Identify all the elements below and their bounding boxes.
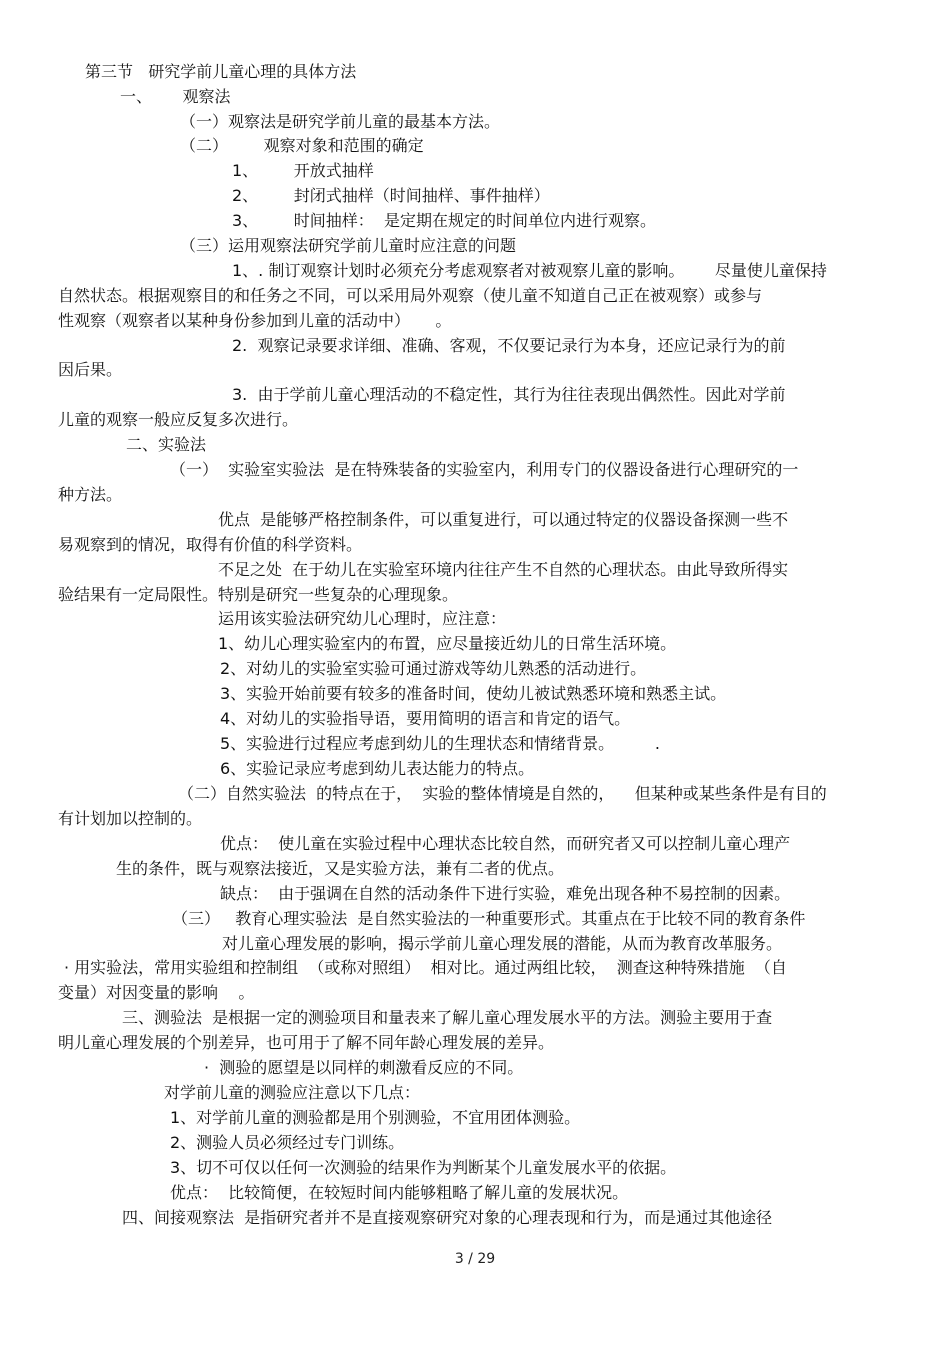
heading-experiment: 二、实验法 — [126, 435, 207, 454]
list-item: 2、测验人员必须经过专门训练。 — [170, 1133, 405, 1152]
paragraph-line: 3. 由于学前儿童心理活动的不稳定性，其行为往往表现出偶然性。因此对学前 — [232, 385, 786, 404]
paragraph-line: 因后果。 — [58, 360, 123, 379]
paragraph-line: 有计划加以控制的。 — [58, 809, 203, 828]
section-title: 第三节 研究学前儿童心理的具体方法 — [85, 62, 357, 81]
list-item: 2、对幼儿的实验室实验可通过游戏等幼儿熟悉的活动进行。 — [220, 659, 647, 678]
subheading: （三）运用观察法研究学前儿童时应注意的问题 — [180, 236, 517, 255]
list-item: 5、实验进行过程应考虑到幼儿的生理状态和情绪背景。 . — [220, 734, 660, 753]
list-item: 3、实验开始前要有较多的准备时间，使幼儿被试熟悉环境和熟悉主试。 — [220, 684, 727, 703]
subheading: （二） 观察对象和范围的确定 — [180, 136, 424, 155]
bullet-line: · 用实验法，常用实验组和控制组 （或称对照组） 相对比。通过两组比较， 测查这种特殊措施 （自 — [64, 958, 787, 977]
paragraph-line: 优点： 比较简便，在较短时间内能够粗略了解儿童的发展状况。 — [170, 1183, 629, 1202]
paragraph-line: 不足之处 在于幼儿在实验室环境内往往产生不自然的心理状态。由此导致所得实 — [218, 560, 789, 579]
paragraph-line: 优点 是能够严格控制条件，可以重复进行，可以通过特定的仪器设备探测一些不 — [218, 510, 789, 529]
list-item: 3、切不可仅以任何一次测验的结果作为判断某个儿童发展水平的依据。 — [170, 1158, 677, 1177]
list-item: 2、 封闭式抽样（时间抽样、事件抽样） — [232, 186, 550, 205]
bullet-line: · 测验的愿望是以同样的刺激看反应的不同。 — [204, 1058, 524, 1077]
subheading: （一）观察法是研究学前儿童的最基本方法。 — [180, 112, 501, 131]
page-number: 3 / 29 — [454, 1251, 496, 1267]
list-item: 6、实验记录应考虑到幼儿表达能力的特点。 — [220, 759, 535, 778]
paragraph-line: 易观察到的情况，取得有价值的科学资料。 — [58, 535, 363, 554]
list-item: 4、对幼儿的实验指导语，要用简明的语言和肯定的语气。 — [220, 709, 631, 728]
paragraph-line: 生的条件，既与观察法接近，又是实验方法，兼有二者的优点。 — [116, 859, 565, 878]
paragraph-line: 对学前儿童的测验应注意以下几点： — [164, 1083, 421, 1102]
heading-indirect-observation: 四、间接观察法 是指研究者并不是直接观察研究对象的心理表现和行为，而是通过其他途径 — [122, 1208, 773, 1227]
heading-test: 三、测验法 是根据一定的测验项目和量表来了解儿童心理发展水平的方法。测验主要用于查 — [122, 1008, 773, 1027]
paragraph-line: 运用该实验法研究幼儿心理时，应注意： — [218, 609, 507, 628]
paragraph-line: 对儿童心理发展的影响，揭示学前儿童心理发展的潜能，从而为教育改革服务。 — [222, 934, 783, 953]
paragraph-line: （三） 教育心理实验法 是自然实验法的一种重要形式。其重点在于比较不同的教育条件 — [172, 909, 806, 928]
paragraph-line: （二）自然实验法 的特点在于， 实验的整体情境是自然的， 但某种或某些条件是有目的 — [178, 784, 827, 803]
paragraph-line: 性观察（观察者以某种身份参加到儿童的活动中） 。 — [58, 311, 452, 330]
paragraph-line: 缺点： 由于强调在自然的活动条件下进行实验，难免出现各种不易控制的因素。 — [220, 884, 791, 903]
list-item: 1、幼儿心理实验室内的布置，应尽量接近幼儿的日常生活环境。 — [218, 634, 677, 653]
paragraph-line: 1、. 制订观察计划时必须充分考虑观察者对被观察儿童的影响。 尽量使儿童保持 — [232, 261, 827, 280]
paragraph-line: 优点： 使儿童在实验过程中心理状态比较自然，而研究者又可以控制儿童心理产 — [220, 834, 791, 853]
list-item: 1、对学前儿童的测验都是用个别测验，不宜用团体测验。 — [170, 1108, 581, 1127]
paragraph-line: 儿童的观察一般应反复多次进行。 — [58, 410, 299, 429]
paragraph-line: 变量）对因变量的影响 。 — [58, 983, 255, 1002]
paragraph-line: 明儿童心理发展的个别差异，也可用于了解不同年龄心理发展的差异。 — [58, 1033, 555, 1052]
paragraph-line: 2. 观察记录要求详细、准确、客观，不仅要记录行为本身，还应记录行为的前 — [232, 336, 786, 355]
list-item: 1、 开放式抽样 — [232, 161, 374, 180]
paragraph-line: 种方法。 — [58, 485, 123, 504]
heading-observation: 一、 观察法 — [120, 87, 231, 106]
paragraph-line: （一） 实验室实验法 是在特殊装备的实验室内，利用专门的仪器设备进行心理研究的一 — [170, 460, 799, 479]
list-item: 3、 时间抽样： 是定期在规定的时间单位内进行观察。 — [232, 211, 656, 230]
paragraph-line: 自然状态。根据观察目的和任务之不同，可以采用局外观察（使儿童不知道自己正在被观察）或参与 — [58, 286, 763, 305]
paragraph-line: 验结果有一定局限性。特别是研究一些复杂的心理现象。 — [58, 585, 459, 604]
